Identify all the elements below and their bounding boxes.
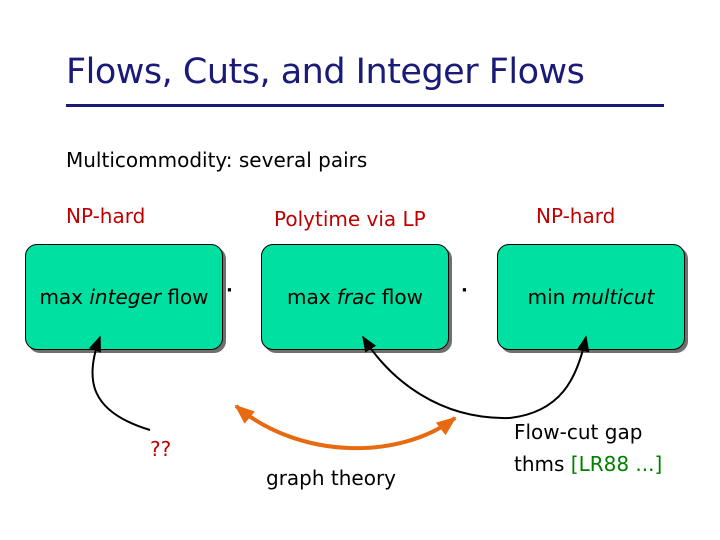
arrow-gap-to-frac — [363, 337, 510, 418]
relation-dot-left: · — [226, 280, 233, 301]
lr88-reference: [LR88 ...] — [570, 452, 663, 476]
unknown-gap-label: ?? — [150, 437, 172, 461]
box-multicut-text: min multicut — [527, 285, 655, 309]
box-frac-text: max frac flow — [286, 285, 423, 309]
graph-theory-label: graph theory — [266, 466, 397, 490]
np-hard-left-label: NP-hard — [66, 204, 146, 228]
arrow-graph-theory — [236, 406, 455, 448]
gap-theorems-label: thms [LR88 ...] — [514, 452, 663, 476]
arrow-gap-to-multicut — [510, 337, 586, 418]
box-integer-text: max integer flow — [39, 285, 209, 309]
relation-dot-right: · — [461, 280, 468, 301]
slide-title: Flows, Cuts, and Integer Flows — [66, 52, 585, 92]
np-hard-right-label: NP-hard — [536, 204, 616, 228]
arrow-unknown-to-integer — [92, 337, 150, 430]
polytime-label: Polytime via LP — [274, 207, 426, 231]
flow-cut-gap-label: Flow-cut gap — [514, 420, 643, 444]
subtitle: Multicommodity: several pairs — [66, 148, 368, 172]
